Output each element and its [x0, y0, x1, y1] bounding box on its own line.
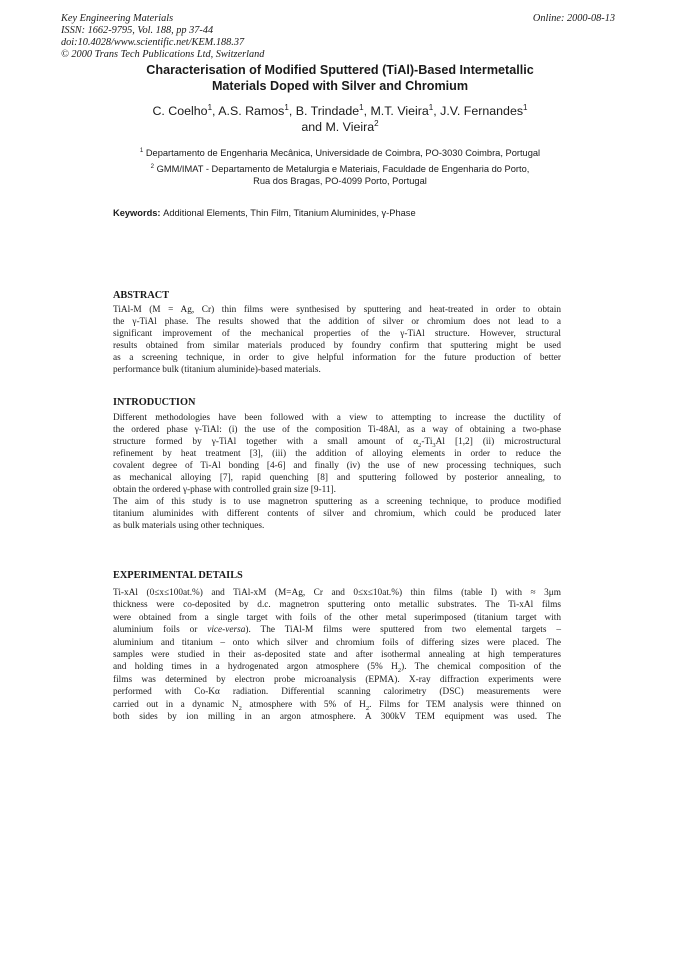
issn-line: ISSN: 1662-9795, Vol. 188, pp 37-44	[61, 25, 214, 36]
introduction-body	[113, 413, 561, 533]
intro-line: Different methodologies have been followed with a view to attempting to increase the ductility of	[113, 413, 561, 423]
affiliations	[60, 147, 620, 187]
exp-line: and holding times in a hydrogenated argon atmosphere (5% $H_2$). The chemical composition of the	[113, 662, 562, 675]
title-line-1: Characterisation of Modified Sputtered (TiAl)-Based Intermetallic	[146, 63, 534, 77]
introduction-heading: INTRODUCTION	[113, 397, 196, 408]
affiliation-1: $^1$ Departamento de Engenharia Mecânica, Universidade de Coimbra, PO-3030 Coimbra, Portugal	[139, 147, 541, 158]
abstract-line: performance bulk (titanium aluminide)-based materials.	[113, 364, 321, 375]
exp-line: aluminium and titanium – onto which silver and chromium foils of differing sizes were placed. The	[113, 637, 561, 648]
exp-line: both sides by ion milling in an argon atmosphere. A 300kV TEM equipment was used. The	[113, 712, 561, 723]
author-5: , J.V. Fernandes	[433, 104, 524, 118]
intro-line: The aim of this study is to use magnetron sputtering as a screening technique, to produce modified	[113, 496, 561, 507]
intro-line: as bulk materials using other techniques.	[113, 520, 265, 531]
affiliation-2-address: Rua dos Bragas, PO-4099 Porto, Portugal	[253, 176, 427, 186]
experimental-heading: EXPERIMENTAL DETAILS	[113, 570, 243, 581]
abstract-line: results obtained from similar materials produced by foundry confirm that sputtering might be used	[113, 340, 561, 351]
intro-line: refinement by heat treatment [3], (iii) the addition of alloying elements in order to reduce the	[113, 448, 561, 459]
abstract-line: TiAl-M (M = Ag, Cr) thin films were synthesised by sputtering and heat-treated in order to obtain	[113, 305, 561, 315]
copyright-line: © 2000 Trans Tech Publications Ltd, Switzerland	[61, 49, 265, 60]
author-2: , A.S. Ramos	[212, 104, 285, 118]
author-list	[60, 103, 620, 135]
intro-line: covalent degree of Ti-Al bonding [4-6] and finally (iv) the use of new processing techniques, such	[113, 460, 561, 471]
keywords-label: Keywords:	[113, 208, 161, 218]
exp-line: carried out in a dynamic $N_2$ atmosphere with 5% of $H_2$. Films for TEM analysis were thinned on	[113, 699, 562, 712]
experimental-body	[113, 587, 561, 723]
exp-line: aluminium foils or vice-versa). The TiAl-M films were sputtered from two elemental targets –	[113, 625, 561, 636]
exp-line: were obtained from a single target with foils of the other metal superimposed (titanium target with	[113, 612, 561, 623]
exp-line: samples were studied in their as-deposited state and after isothermal annealing at high temperatures	[113, 650, 561, 661]
author-6: and M. Vieira	[301, 120, 375, 134]
intro-line: as mechanical alloying [7], rapid quenching [8] and sputtering followed by posterior annealing, to	[113, 472, 561, 483]
abstract-body	[113, 305, 561, 377]
author-1: C. Coelho	[152, 104, 208, 118]
intro-line: structure formed by γ-TiAl together with a small amount of $\alpha_2-Ti_3Al$ [1,2] (ii) microstructural	[113, 436, 561, 449]
author-line-1: C. Coelho$^1$, A.S. Ramos$^1$, B. Trindade$^1$, M.T. Vieira$^1$, J.V. Fernandes$^1$	[152, 102, 528, 118]
publication-info	[61, 13, 264, 61]
author-3: , B. Trindade	[288, 104, 360, 118]
exp-line: performed with Co-Kα radiation. Differential scanning calorimetry (DSC) measurements were	[113, 687, 561, 698]
abstract-line: significant improvement of the mechanical properties of the γ-TiAl structure. However, structural	[113, 328, 561, 339]
abstract-heading: ABSTRACT	[113, 290, 170, 301]
exp-line: Ti-xAl (0≤x≤100at.%) and TiAl-xM (M=Ag, Cr and 0≤x≤10at.%) thin films (table I) with ≈ 3μm	[113, 588, 561, 598]
exp-line: thickness were co-deposited by d.c. magnetron sputtering onto metallic substrates. The Ti-xAl films	[113, 600, 561, 611]
intro-line: obtain the ordered γ-phase with controlled grain size [9-11].	[113, 484, 336, 495]
paper-title	[60, 62, 620, 94]
exp-line: films was determined by electron probe microanalysis (EPMA). X-ray diffraction experiments were	[113, 674, 561, 685]
keywords-text: Additional Elements, Thin Film, Titanium Aluminides, γ-Phase	[163, 208, 416, 218]
abstract-line: the γ-TiAl phase. The results showed that the addition of silver or chromium does not lead to a	[113, 316, 561, 327]
author-line-2: and M. Vieira$^2$	[301, 118, 379, 134]
abstract-line: as a screening technique, in order to give helpful information for the future production of better	[113, 352, 561, 363]
doi-line: doi:10.4028/www.scientific.net/KEM.188.37	[61, 37, 245, 48]
title-line-2: Materials Doped with Silver and Chromium	[211, 79, 469, 93]
intro-line: the ordered phase γ-TiAl: (i) the use of the composition Ti-48Al, as a way of obtaining a two-phase	[113, 424, 561, 435]
online-date: Online: 2000-08-13	[532, 13, 615, 24]
keywords	[113, 208, 416, 218]
journal-name: Key Engineering Materials	[61, 13, 174, 24]
affiliation-2: $^2$ GMM/IMAT - Departamento de Metalurgia e Materiais, Faculdade de Engenharia do Porto,	[150, 163, 530, 174]
intro-line: titanium aluminides with different contents of silver and chromium, which could be produced later	[113, 508, 561, 519]
author-4: , M.T. Vieira	[363, 104, 429, 118]
